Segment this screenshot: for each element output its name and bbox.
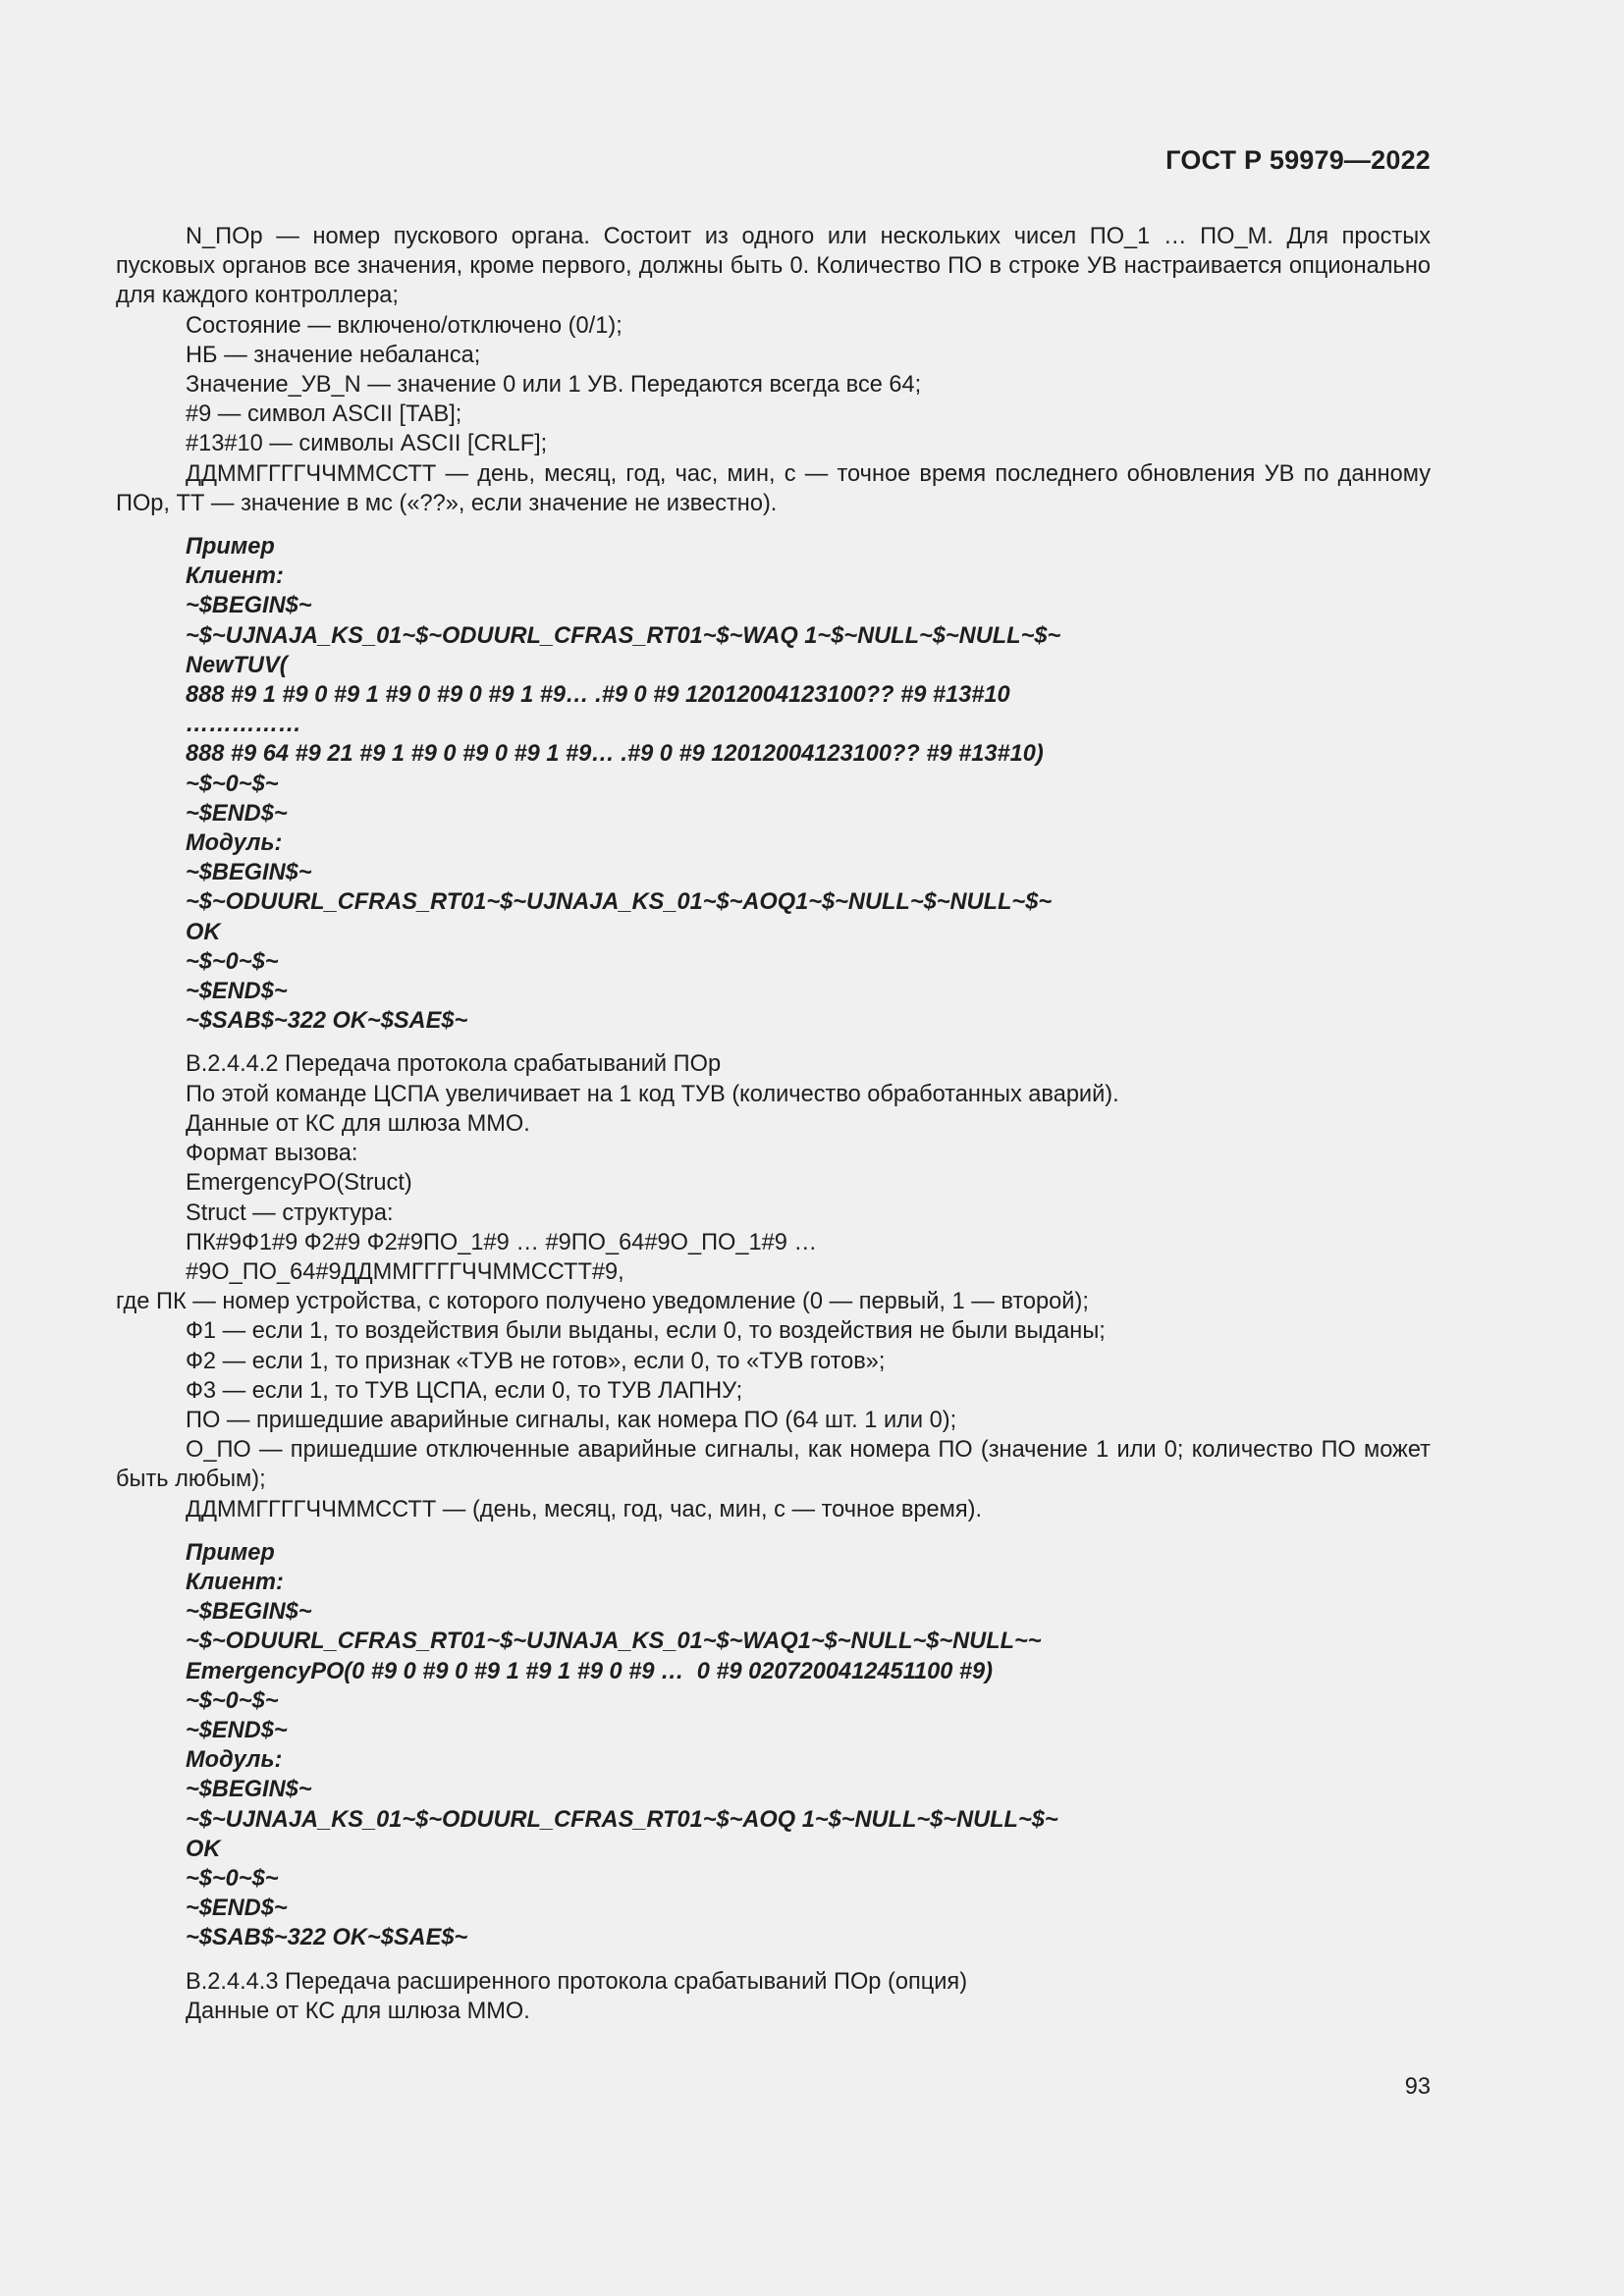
example-line: ~$~UJNAJA_KS_01~$~ODUURL_CFRAS_RT01~$~AOQ 1~$~NULL~$~NULL~$~ bbox=[186, 1806, 1058, 1833]
example-line: OK bbox=[186, 919, 221, 945]
example-line: EmergencyPO(0 #9 0 #9 0 #9 1 #9 1 #9 0 #9 … 0 #9 0207200412451100 #9) bbox=[186, 1658, 994, 1684]
definition-line: #9 — символ ASCII [TAB]; bbox=[186, 401, 462, 428]
definition-line: Ф1 — если 1, то воздействия были выданы, если 0, то воздействия не были выданы; bbox=[186, 1318, 1106, 1345]
example-line: 888 #9 1 #9 0 #9 1 #9 0 #9 0 #9 1 #9… .#9 0 #9 12012004123100?? #9 #13#10 bbox=[186, 682, 1010, 709]
example-line: ~$END$~ bbox=[186, 1896, 288, 1922]
example-line: …………… bbox=[186, 712, 301, 738]
example-line: Пример bbox=[186, 1539, 275, 1566]
page-body bbox=[116, 222, 1431, 2026]
text-line: Данные от КС для шлюза ММО. bbox=[186, 1998, 530, 2024]
example-line: ~$~UJNAJA_KS_01~$~ODUURL_CFRAS_RT01~$~WAQ 1~$~NULL~$~NULL~$~ bbox=[186, 622, 1061, 649]
where-line: где ПК — номер устройства, с которого получено уведомление (0 — первый, 1 — второй); bbox=[116, 1289, 1089, 1315]
paragraph-timestamp: ДДММГГГГЧЧММССТТ — день, месяц, год, час, мин, с — точное время последнего обновления УВ по данному ПОр, ТТ — значение в мс («??», если значение не известно). bbox=[116, 460, 1431, 516]
example-line: ~$SAB$~322 OK~$SAE$~ bbox=[186, 1925, 468, 1951]
example-line: Модуль: bbox=[186, 830, 283, 857]
definition-line: ПО — пришедшие аварийные сигналы, как номера ПО (64 шт. 1 или 0); bbox=[186, 1407, 957, 1433]
document-header: ГОСТ Р 59979—2022 bbox=[1165, 145, 1431, 175]
example-line: ~$BEGIN$~ bbox=[186, 1777, 312, 1803]
example-line: ~$~0~$~ bbox=[186, 1865, 279, 1892]
definition-line: ДДММГГГГЧЧММССТТ — (день, месяц, год, час, мин, с — точное время). bbox=[186, 1496, 983, 1522]
example-line: ~$END$~ bbox=[186, 1717, 288, 1743]
example-line: ~$~0~$~ bbox=[186, 1687, 279, 1714]
section-heading-b2442: В.2.4.4.2 Передача протокола срабатываний ПОр bbox=[186, 1051, 722, 1078]
paragraph-n-por: N_ПОр — номер пускового органа. Состоит из одного или нескольких чисел ПО_1 … ПО_М. Для простых пусковых органов все значения, кроме первого, должны быть 0. Количество ПО в строке УВ настраивается опционально для каждого контроллера; bbox=[116, 224, 1431, 309]
definition-line: Состояние — включено/отключено (0/1); bbox=[186, 312, 623, 339]
definition-line: Ф3 — если 1, то ТУВ ЦСПА, если 0, то ТУВ ЛАПНУ; bbox=[186, 1377, 743, 1404]
example-line: 888 #9 64 #9 21 #9 1 #9 0 #9 0 #9 1 #9… .#9 0 #9 12012004123100?? #9 #13#10) bbox=[186, 741, 1044, 768]
example-line: Пример bbox=[186, 534, 275, 561]
text-line: ПК#9Ф1#9 Ф2#9 Ф2#9ПО_1#9 … #9ПО_64#9О_ПО_1#9 … bbox=[186, 1229, 818, 1255]
example-line: ~$END$~ bbox=[186, 800, 288, 827]
example-line: ~$SAB$~322 OK~$SAE$~ bbox=[186, 1008, 468, 1035]
section-heading-b2443: В.2.4.4.3 Передача расширенного протокола срабатываний ПОр (опция) bbox=[186, 1968, 968, 1995]
example-line: ~$BEGIN$~ bbox=[186, 593, 312, 619]
text-line: #9О_ПО_64#9ДДММГГГГЧЧММССТТ#9, bbox=[186, 1258, 624, 1285]
definition-paragraph: О_ПО — пришедшие отключенные аварийные сигналы, как номера ПО (значение 1 или 0; количество ПО может быть любым); bbox=[116, 1437, 1431, 1493]
definition-line: Значение_УВ_N — значение 0 или 1 УВ. Передаются всегда все 64; bbox=[186, 372, 922, 399]
definition-line: НБ — значение небаланса; bbox=[186, 342, 481, 368]
example-line: ~$BEGIN$~ bbox=[186, 860, 312, 886]
example-line: ~$END$~ bbox=[186, 979, 288, 1005]
example-line: OK bbox=[186, 1836, 221, 1862]
example-line: ~$BEGIN$~ bbox=[186, 1599, 312, 1626]
example-line: ~$~0~$~ bbox=[186, 948, 279, 975]
definition-line: #13#10 — символы ASCII [CRLF]; bbox=[186, 431, 548, 457]
text-line: По этой команде ЦСПА увеличивает на 1 код ТУВ (количество обработанных аварий). bbox=[186, 1081, 1119, 1107]
example-line: Модуль: bbox=[186, 1747, 283, 1774]
example-line: Клиент: bbox=[186, 1569, 284, 1595]
example-line: ~$~ODUURL_CFRAS_RT01~$~UJNAJA_KS_01~$~AOQ1~$~NULL~$~NULL~$~ bbox=[186, 889, 1053, 916]
text-line: Формат вызова: bbox=[186, 1141, 358, 1167]
example-line: ~$~ODUURL_CFRAS_RT01~$~UJNAJA_KS_01~$~WAQ1~$~NULL~$~NULL~~ bbox=[186, 1629, 1042, 1655]
page-number: 93 bbox=[1404, 2074, 1431, 2100]
example-line: Клиент: bbox=[186, 563, 284, 590]
example-block-2 bbox=[116, 1538, 1431, 1953]
text-line: Данные от КС для шлюза ММО. bbox=[186, 1110, 530, 1137]
example-line: NewTUV( bbox=[186, 652, 288, 678]
definition-line: Ф2 — если 1, то признак «ТУВ не готов», если 0, то «ТУВ готов»; bbox=[186, 1348, 886, 1374]
example-block-1 bbox=[116, 532, 1431, 1036]
text-line: Struct — структура: bbox=[186, 1200, 394, 1226]
example-line: ~$~0~$~ bbox=[186, 771, 279, 797]
text-line: EmergencyPO(Struct) bbox=[186, 1170, 412, 1197]
